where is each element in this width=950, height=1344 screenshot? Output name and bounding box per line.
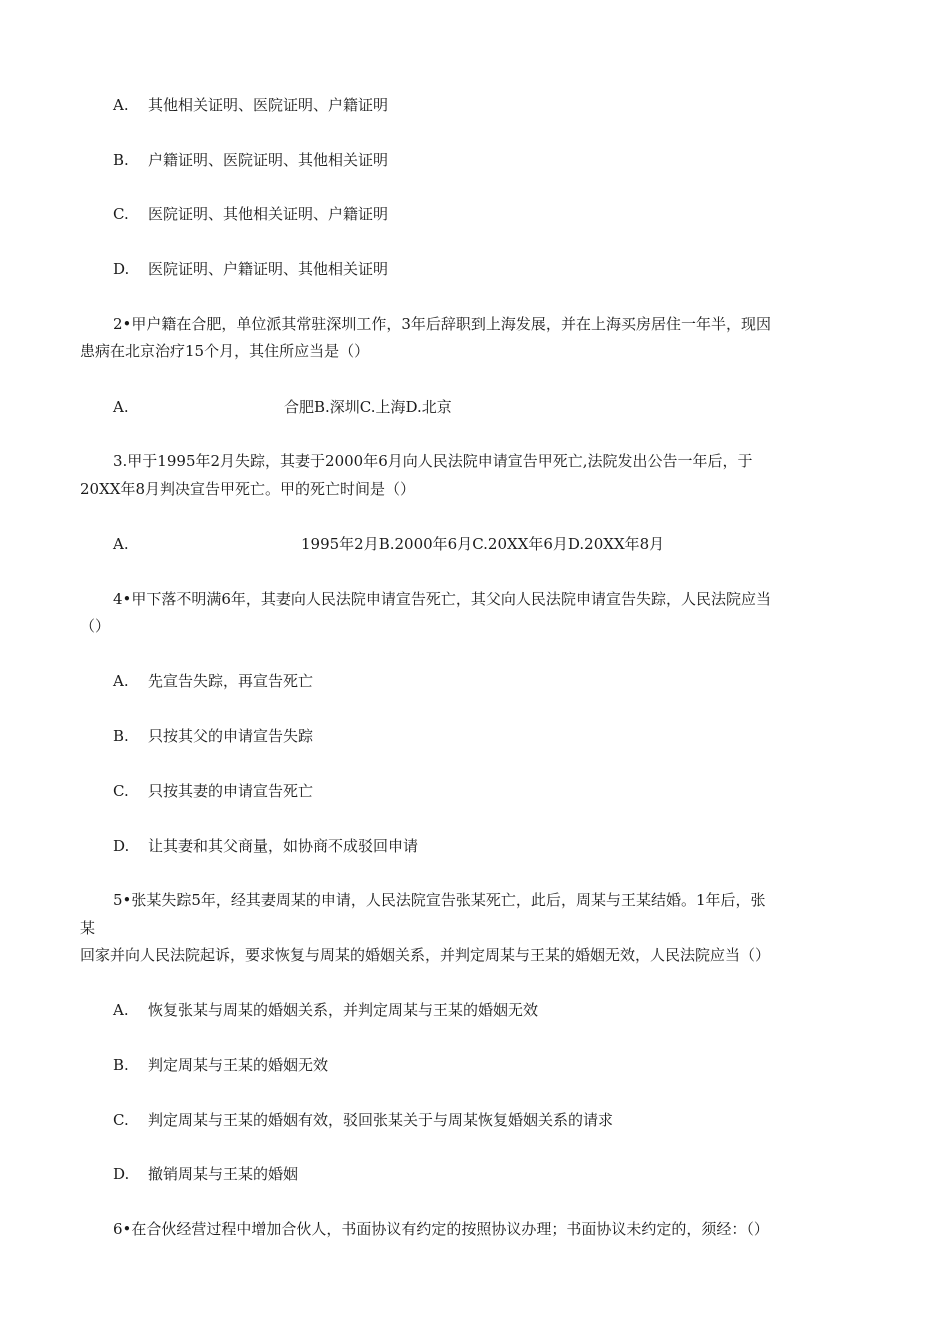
option-text: 只按其妻的申请宣告死亡: [148, 782, 314, 800]
q4-option-b: [0, 726, 950, 746]
q5-stem-line3: 回家并向人民法院起诉，要求恢复与周某的婚姻关系，并判定周某与王某的婚姻无效，人民法院应当（）: [80, 946, 771, 964]
option-letter: D.: [113, 260, 130, 278]
option-text: 其他相关证明、医院证明、户籍证明: [148, 96, 389, 114]
q1-option-b: [0, 150, 950, 170]
q1-option-d: [0, 259, 950, 279]
q2-stem-line1: 2•甲户籍在合肥，单位派其常驻深圳工作，3年后辞职到上海发展，并在上海买房居住一年半，现因: [113, 315, 771, 333]
option-letter: A.: [113, 96, 129, 114]
option-text: 恢复张某与周某的婚姻关系，并判定周某与王某的婚姻无效: [148, 1001, 539, 1019]
option-letter: D.: [113, 1165, 130, 1183]
option-letter: C.: [113, 1111, 129, 1129]
q5-stem-line2: 某: [80, 919, 96, 937]
option-letter: C.: [113, 205, 129, 223]
option-text: 户籍证明、医院证明、其他相关证明: [148, 151, 389, 169]
option-text: 让其妻和其父商量，如协商不成驳回申请: [148, 837, 419, 855]
option-letter: A.: [113, 1001, 129, 1019]
option-letter: C.: [113, 782, 129, 800]
option-text: 只按其父的申请宣告失踪: [148, 727, 314, 745]
option-text: 合肥B.深圳C.上海D.北京: [284, 398, 452, 416]
q3-stem-line2: 20XX年8月判决宣告甲死亡。甲的死亡时间是（）: [80, 480, 415, 498]
q3-answers: [0, 534, 950, 554]
q1-option-c: [0, 204, 950, 224]
q4-stem-line1: 4•甲下落不明满6年，其妻向人民法院申请宣告死亡，其父向人民法院申请宣告失踪，人民法院应当: [113, 590, 771, 608]
option-letter: B.: [113, 151, 129, 169]
option-letter: A.: [113, 398, 129, 416]
option-letter: D.: [113, 837, 130, 855]
q3-stem-line1: 3.甲于1995年2月失踪，其妻于2000年6月向人民法院申请宣告甲死亡,法院发出公告一年后，于: [113, 452, 753, 470]
option-text: 判定周某与王某的婚姻有效，驳回张某关于与周某恢复婚姻关系的请求: [148, 1111, 614, 1129]
option-letter: B.: [113, 727, 129, 745]
q5-option-d: [0, 1164, 950, 1184]
option-text: 1995年2月B.2000年6月C.20XX年6月D.20XX年8月: [301, 535, 665, 553]
q2-answers: [0, 397, 950, 417]
q5-option-c: [0, 1110, 950, 1130]
q1-option-a: [0, 95, 950, 115]
option-text: 医院证明、户籍证明、其他相关证明: [148, 260, 389, 278]
q6-stem-line1: 6•在合伙经营过程中增加合伙人，书面协议有约定的按照协议办理；书面协议未约定的，须经：（）: [113, 1220, 769, 1238]
option-text: 先宣告失踪，再宣告死亡: [148, 672, 314, 690]
option-letter: B.: [113, 1056, 129, 1074]
q2-stem-line2: 患病在北京治疗15个月，其住所应当是（）: [80, 342, 370, 360]
q4-stem-line2: （）: [80, 617, 111, 635]
option-letter: A.: [113, 672, 129, 690]
q4-option-a: [0, 671, 950, 691]
q4-option-d: [0, 836, 950, 856]
q5-option-b: [0, 1055, 950, 1075]
q5-option-a: [0, 1000, 950, 1020]
option-letter: A.: [113, 535, 129, 553]
option-text: 判定周某与王某的婚姻无效: [148, 1056, 329, 1074]
option-text: 撤销周某与王某的婚姻: [148, 1165, 299, 1183]
option-text: 医院证明、其他相关证明、户籍证明: [148, 205, 389, 223]
q4-option-c: [0, 781, 950, 801]
q5-stem-line1: 5•张某失踪5年，经其妻周某的申请，人民法院宣告张某死亡，此后，周某与王某结婚。1年后，张: [113, 891, 766, 909]
